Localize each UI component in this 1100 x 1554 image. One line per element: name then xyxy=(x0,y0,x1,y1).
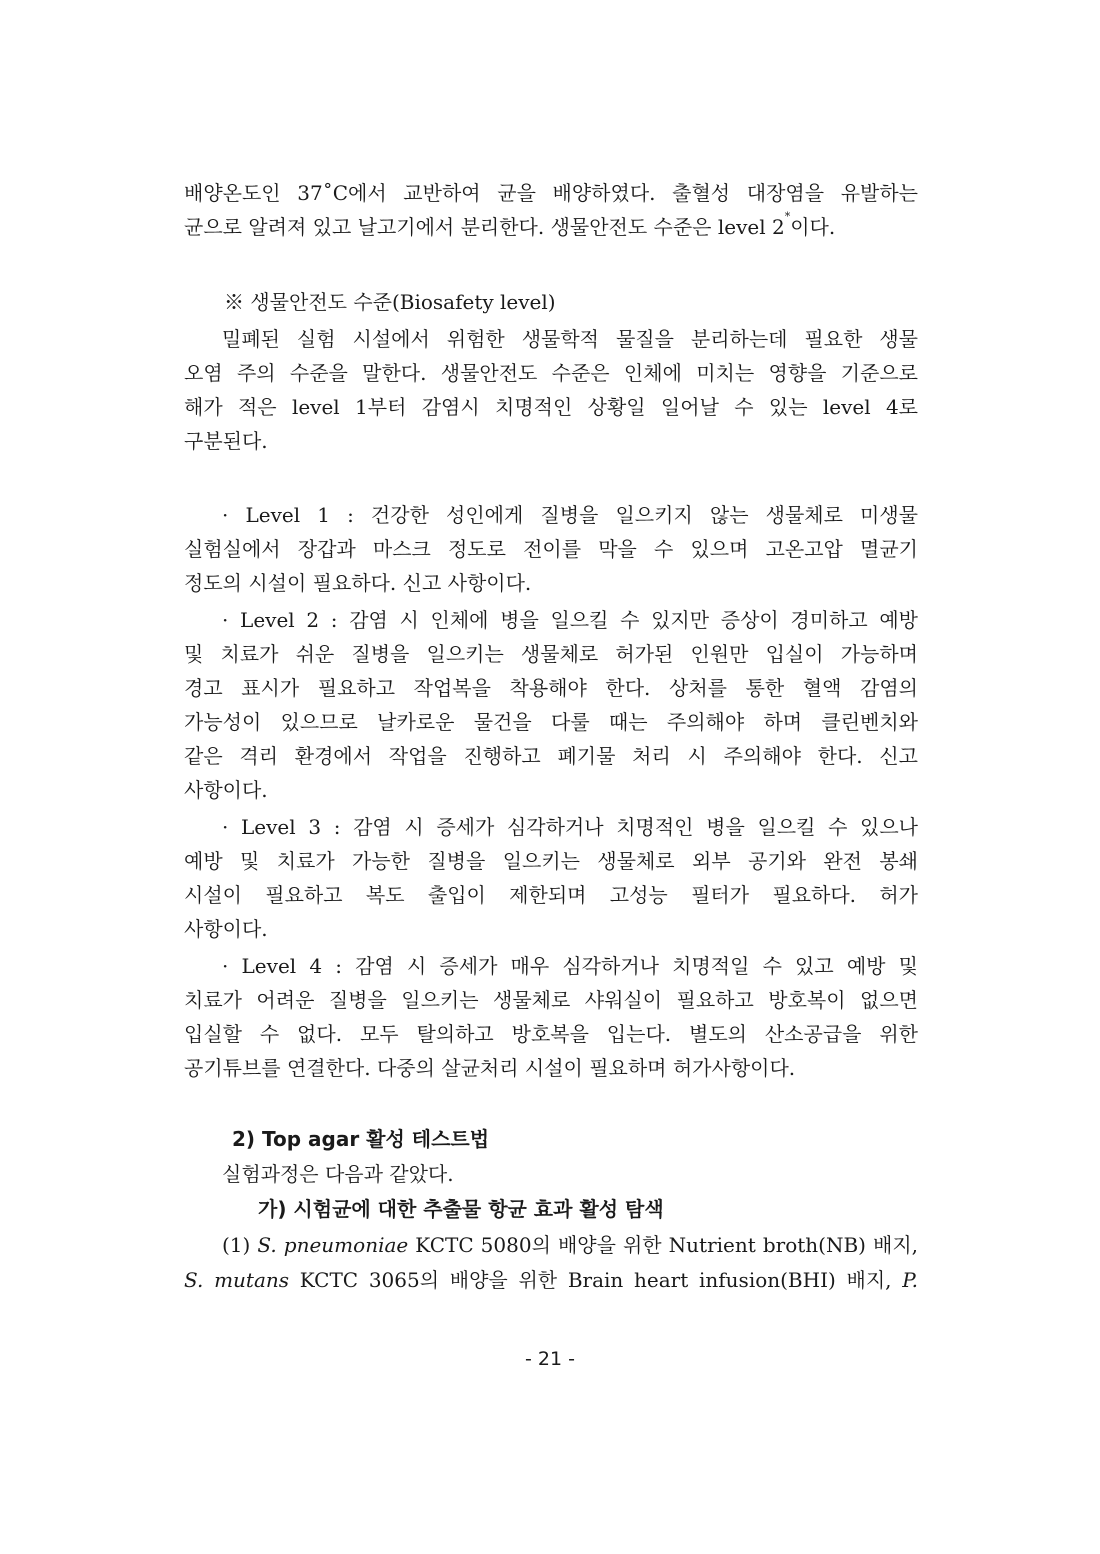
method-line-2-text: KCTC 3065의 배양을 위한 Brain heart infusion(BHI) 배지, xyxy=(289,1268,903,1292)
level3-line-4: 사항이다. xyxy=(184,917,268,941)
note-line-4: 구분된다. xyxy=(184,429,268,453)
method-line-1 xyxy=(222,1228,918,1262)
species-name: P. xyxy=(902,1268,918,1292)
species-name: S. mutans xyxy=(184,1268,290,1292)
level4-line-2: 치료가 어려운 질병을 일으키는 생물체로 샤워실이 필요하고 방호복이 없으면 xyxy=(184,988,918,1012)
level4-line-3: 입실할 수 없다. 모두 탈의하고 방호복을 입는다. 별도의 산소공급을 위한 xyxy=(184,1022,918,1046)
level1-line-2: 실험실에서 장갑과 마스크 정도로 전이를 막을 수 있으며 고온고압 멸균기 xyxy=(184,537,918,561)
method-line-1-number: (1) xyxy=(222,1233,258,1257)
intro-line-2-text: 균으로 알려져 있고 날고기에서 분리한다. 생물안전도 수준은 level 2 xyxy=(184,215,785,239)
document-page xyxy=(184,0,918,1554)
level4-line-4: 공기튜브를 연결한다. 다중의 살균처리 시설이 필요하며 허가사항이다. xyxy=(184,1056,796,1080)
intro-line-2-tail: 이다. xyxy=(790,215,836,239)
level3-line-2: 예방 및 치료가 가능한 질병을 일으키는 생물체로 외부 공기와 완전 봉쇄 xyxy=(184,849,918,873)
section-heading: 2) Top agar 활성 테스트법 xyxy=(232,1127,490,1151)
method-line-1-text: KCTC 5080의 배양을 위한 Nutrient broth(NB) 배지, xyxy=(408,1233,919,1257)
level1-line-1: · Level 1 : 건강한 성인에게 질병을 일으키지 않는 생물체로 미생물 xyxy=(222,503,918,527)
intro-line-2 xyxy=(184,210,918,244)
level2-line-5: 같은 격리 환경에서 작업을 진행하고 폐기물 처리 시 주의해야 한다. 신고 xyxy=(184,744,918,768)
section-intro: 실험과정은 다음과 같았다. xyxy=(222,1162,454,1186)
method-line-2 xyxy=(184,1263,918,1297)
level3-line-1: · Level 3 : 감염 시 증세가 심각하거나 치명적인 병을 일으킬 수 있으나 xyxy=(222,815,918,839)
species-name: S. pneumoniae xyxy=(257,1233,409,1257)
note-line-1: 밀폐된 실험 시설에서 위험한 생물학적 물질을 분리하는데 필요한 생물 xyxy=(222,327,918,351)
subsection-heading: 가) 시험균에 대한 추출물 항균 효과 활성 탐색 xyxy=(258,1197,664,1221)
level2-line-4: 가능성이 있으므로 날카로운 물건을 다룰 때는 주의해야 하며 클린벤치와 xyxy=(184,710,918,734)
level1-line-3: 정도의 시설이 필요하다. 신고 사항이다. xyxy=(184,571,532,595)
note-line-2: 오염 주의 수준을 말한다. 생물안전도 수준은 인체에 미치는 영향을 기준으로 xyxy=(184,361,918,385)
level2-line-3: 경고 표시가 필요하고 작업복을 착용해야 한다. 상처를 통한 혈액 감염의 xyxy=(184,676,918,700)
level2-line-2: 및 치료가 쉬운 질병을 일으키는 생물체로 허가된 인원만 입실이 가능하며 xyxy=(184,642,918,666)
level2-line-6: 사항이다. xyxy=(184,778,268,802)
level4-line-1: · Level 4 : 감염 시 증세가 매우 심각하거나 치명적일 수 있고 예방 및 xyxy=(222,954,918,978)
level2-line-1: · Level 2 : 감염 시 인체에 병을 일으킬 수 있지만 증상이 경미하고 예방 xyxy=(222,608,918,632)
page-number: - 21 - xyxy=(525,1348,575,1370)
intro-line-1: 배양온도인 37˚C에서 교반하여 균을 배양하였다. 출혈성 대장염을 유발하는 xyxy=(184,181,919,205)
level3-line-3: 시설이 필요하고 복도 출입이 제한되며 고성능 필터가 필요하다. 허가 xyxy=(184,883,918,907)
footnote-marker: * xyxy=(784,210,791,223)
note-line-3: 해가 적은 level 1부터 감염시 치명적인 상황일 일어날 수 있는 level 4로 xyxy=(184,395,918,419)
note-heading: ※ 생물안전도 수준(Biosafety level) xyxy=(224,290,556,314)
